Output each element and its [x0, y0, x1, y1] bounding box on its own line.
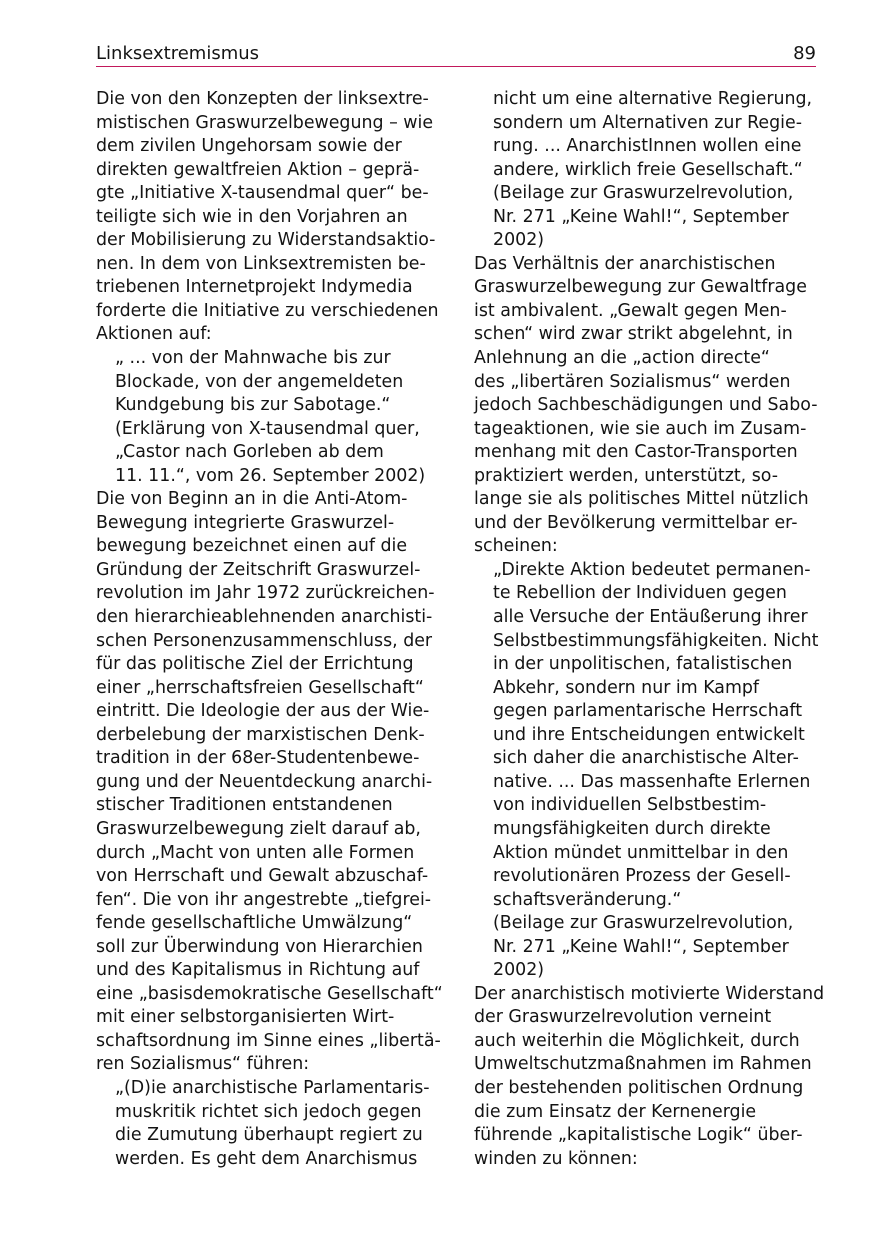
text-line: gte „Initiative X-tausendmal quer“ be-: [96, 183, 429, 204]
block-quote: [96, 347, 446, 488]
text-line: praktiziert werden, unterstützt, so-: [474, 465, 779, 486]
text-line: schaftsordnung im Sinne eines „libertä-: [96, 1030, 441, 1051]
text-line: sich daher die anarchistische Alter-: [493, 748, 799, 769]
text-line: mistischen Graswurzelbewegung – wie: [96, 112, 434, 133]
text-line: revolutionären Prozess der Gesell-: [493, 866, 791, 887]
text-line: in der unpolitischen, fatalistischen: [493, 654, 793, 675]
text-line: auch weiterhin die Möglichkeit, durch: [474, 1030, 800, 1051]
text-line: Aktion mündet unmittelbar in den: [493, 842, 789, 863]
text-line: direkten gewaltfreien Aktion – geprä-: [96, 159, 420, 180]
text-line: teiligte sich wie in den Vorjahren an: [96, 206, 408, 227]
text-line: scheinen:: [474, 536, 558, 557]
text-line: andere, wirklich freie Gesellschaft.“: [493, 159, 803, 180]
text-line: soll zur Überwindung von Hierarchien: [96, 936, 423, 957]
text-line: Der anarchistisch motivierte Widerstand: [474, 983, 825, 1004]
text-line: der Graswurzelrevolution verneint: [474, 1007, 772, 1028]
body-paragraph: [96, 88, 446, 347]
text-line: von individuellen Selbstbestim-: [493, 795, 767, 816]
text-line: alle Versuche der Entäußerung ihrer: [493, 607, 808, 628]
body-paragraph: [474, 983, 824, 1171]
text-line: (Beilage zur Graswurzelrevolution,: [493, 183, 794, 204]
text-line: nen. In dem von Linksextremisten be-: [96, 253, 426, 274]
text-line: Umweltschutzmaßnahmen im Rahmen: [474, 1054, 812, 1075]
text-line: native. ... Das massenhafte Erlernen: [493, 771, 811, 792]
text-line: gung und der Neuentdeckung anarchi-: [96, 771, 433, 792]
page-header: [96, 42, 816, 68]
text-line: und ihre Entscheidungen entwickelt: [493, 724, 805, 745]
text-line: der bestehenden politischen Ordnung: [474, 1077, 804, 1098]
body-paragraph: [96, 488, 446, 1077]
text-line: Graswurzelbewegung zielt darauf ab,: [96, 818, 421, 839]
text-line: Abkehr, sondern nur im Kampf: [493, 677, 760, 698]
text-line: 2002): [493, 960, 545, 981]
text-line: rung. ... AnarchistInnen wollen eine: [493, 136, 802, 157]
text-line: gegen parlamentarische Herrschaft: [493, 701, 803, 722]
text-line: Aktionen auf:: [96, 324, 212, 345]
text-line: tradition in der 68er-Studentenbewe-: [96, 748, 420, 769]
text-line: dem zivilen Ungehorsam sowie der: [96, 136, 402, 157]
text-line: die Zumutung überhaupt regiert zu: [115, 1125, 423, 1146]
text-line: 2002): [493, 230, 545, 251]
text-line: eintritt. Die Ideologie der aus der Wie-: [96, 701, 430, 722]
text-line: mungsfähigkeiten durch direkte: [493, 818, 771, 839]
text-line: „Castor nach Gorleben ab dem: [115, 442, 384, 463]
text-line: schen Personenzusammenschluss, der: [96, 630, 433, 651]
text-line: winden zu können:: [474, 1148, 638, 1169]
header-rule: [96, 66, 816, 67]
text-line: Gründung der Zeitschrift Graswurzel-: [96, 559, 421, 580]
text-line: werden. Es geht dem Anarchismus: [115, 1148, 418, 1169]
right-column: [474, 88, 824, 1171]
text-line: jedoch Sachbeschädigungen und Sabo-: [474, 395, 818, 416]
text-line: schaftsveränderung.“: [493, 889, 682, 910]
text-line: eine „basisdemokratische Gesellschaft“: [96, 983, 443, 1004]
text-line: und der Bevölkerung vermittelbar er-: [474, 512, 798, 533]
text-line: lange sie als politisches Mittel nützlich: [474, 489, 809, 510]
text-line: Selbstbestimmungsfähigkeiten. Nicht: [493, 630, 819, 651]
text-line: Nr. 271 „Keine Wahl!“, September: [493, 936, 789, 957]
text-line: sondern um Alternativen zur Regie-: [493, 112, 802, 133]
text-line: der Mobilisierung zu Widerstandsaktio-: [96, 230, 436, 251]
text-line: durch „Macht von unten alle Formen: [96, 842, 415, 863]
block-quote: [474, 88, 824, 253]
text-line: fende gesellschaftliche Umwälzung“: [96, 913, 413, 934]
block-quote: [96, 1077, 446, 1171]
text-line: Kundgebung bis zur Sabotage.“: [115, 395, 391, 416]
text-line: „ ... von der Mahnwache bis zur: [115, 348, 391, 369]
text-line: und des Kapitalismus in Richtung auf: [96, 960, 420, 981]
text-line: von Herrschaft und Gewalt abzuschaf-: [96, 866, 429, 887]
text-line: schen“ wird zwar strikt abgelehnt, in: [474, 324, 793, 345]
text-line: Graswurzelbewegung zur Gewaltfrage: [474, 277, 807, 298]
text-line: forderte die Initiative zu verschiedenen: [96, 300, 439, 321]
left-column: [96, 88, 446, 1171]
text-line: muskritik richtet sich jedoch gegen: [115, 1101, 422, 1122]
text-line: führende „kapitalistische Logik“ über-: [474, 1125, 803, 1146]
text-line: Blockade, von der angemeldeten: [115, 371, 404, 392]
text-line: stischer Traditionen entstandenen: [96, 795, 393, 816]
text-line: „Direkte Aktion bedeutet permanen-: [493, 559, 811, 580]
text-line: 11. 11.“, vom 26. September 2002): [115, 465, 426, 486]
text-line: bewegung bezeichnet einen auf die: [96, 536, 408, 557]
text-line: nicht um eine alternative Regierung,: [493, 89, 813, 109]
text-line: ren Sozialismus“ führen:: [96, 1054, 310, 1075]
text-line: des „libertären Sozialismus“ werden: [474, 371, 791, 392]
running-title: Linksextremismus: [96, 43, 260, 64]
text-line: te Rebellion der Individuen gegen: [493, 583, 787, 604]
text-line: die zum Einsatz der Kernenergie: [474, 1101, 757, 1122]
text-line: menhang mit den Castor-Transporten: [474, 442, 798, 463]
text-line: tageaktionen, wie sie auch im Zusam-: [474, 418, 807, 439]
text-line: Nr. 271 „Keine Wahl!“, September: [493, 206, 789, 227]
block-quote: [474, 559, 824, 983]
text-line: „(D)ie anarchistische Parlamentaris-: [115, 1077, 430, 1098]
text-line: für das politische Ziel der Errichtung: [96, 654, 414, 675]
text-line: ist ambivalent. „Gewalt gegen Men-: [474, 300, 787, 321]
text-line: Die von den Konzepten der linksextre-: [96, 89, 429, 109]
text-line: revolution im Jahr 1972 zurückreichen-: [96, 583, 435, 604]
text-line: Die von Beginn an in die Anti-Atom-: [96, 489, 408, 510]
text-line: triebenen Internetprojekt Indymedia: [96, 277, 413, 298]
page-number: 89: [793, 43, 816, 64]
text-line: einer „herrschaftsfreien Gesellschaft“: [96, 677, 424, 698]
text-line: mit einer selbstorganisierten Wirt-: [96, 1007, 395, 1028]
text-line: den hierarchieablehnenden anarchisti-: [96, 607, 433, 628]
text-line: Das Verhältnis der anarchistischen: [474, 253, 776, 274]
text-line: Anlehnung an die „action directe“: [474, 348, 770, 369]
body-paragraph: [474, 253, 824, 559]
text-line: Bewegung integrierte Graswurzel-: [96, 512, 395, 533]
text-line: derbelebung der marxistischen Denk-: [96, 724, 425, 745]
text-line: (Erklärung von X-tausendmal quer,: [115, 418, 420, 439]
text-line: fen“. Die von ihr angestrebte „tiefgrei-: [96, 889, 432, 910]
text-line: (Beilage zur Graswurzelrevolution,: [493, 913, 794, 934]
